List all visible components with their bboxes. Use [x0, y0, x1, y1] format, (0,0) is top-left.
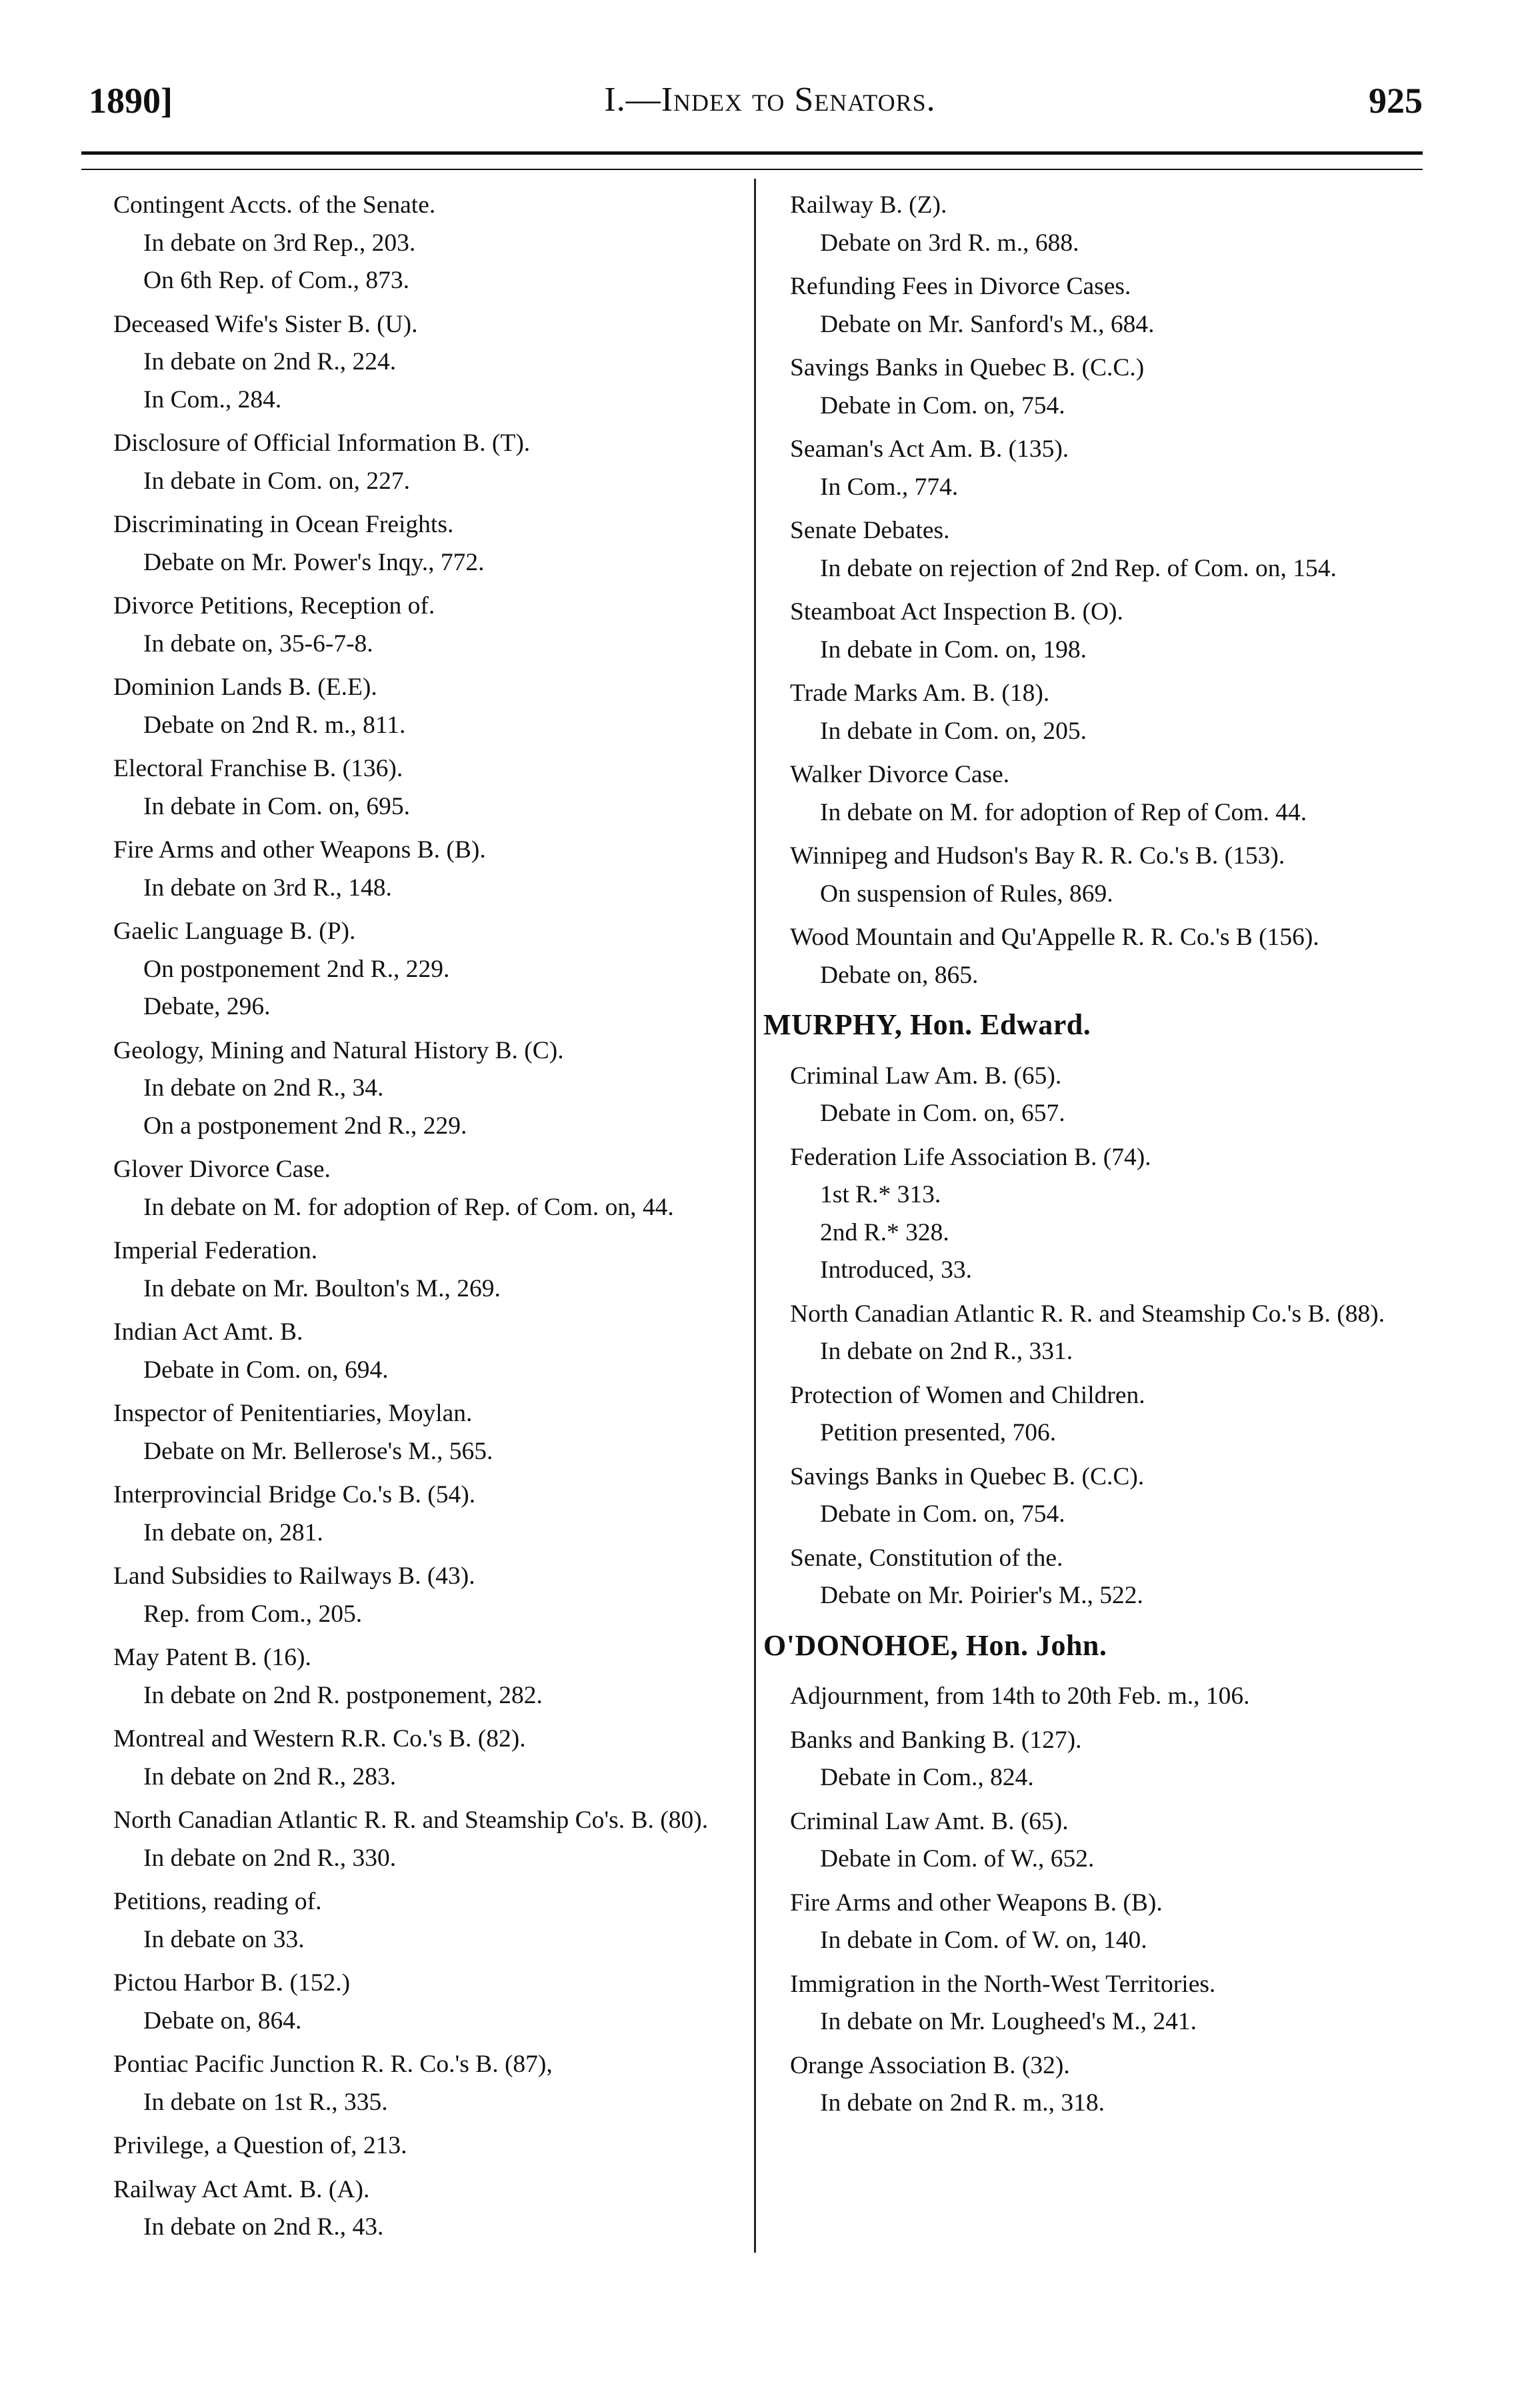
index-entry: [113, 1965, 747, 2040]
index-entry: [113, 587, 747, 663]
entry-heading: Steamboat Act Inspection B. (O).: [790, 598, 1123, 626]
entry-heading: Divorce Petitions, Reception of.: [113, 592, 435, 620]
entry-subentry: In debate on rejection of 2nd Rep. of Com. on, 154.: [820, 554, 1337, 582]
index-entry: [113, 2127, 747, 2165]
entry-heading: Fire Arms and other Weapons B. (B).: [113, 836, 486, 864]
entry-heading: Fire Arms and other Weapons B. (B).: [790, 1889, 1163, 1917]
entry-heading: Geology, Mining and Natural History B. (C).: [113, 1036, 564, 1064]
index-entry: [790, 1722, 1430, 1797]
index-entry: [790, 268, 1430, 343]
entry-subentry: Debate on, 865.: [820, 961, 979, 989]
index-entry: [790, 593, 1430, 669]
left-column: [113, 187, 747, 2253]
index-entry: [113, 1720, 747, 1796]
senator-heading-odonohoe: O'DONOHOE, Hon. John.: [763, 1628, 1107, 1662]
entry-heading: Savings Banks in Quebec B. (C.C.): [790, 354, 1145, 381]
index-entry: [113, 832, 747, 907]
entry-heading: Interprovincial Bridge Co.'s B. (54).: [113, 1481, 476, 1508]
entry-subentry: Debate on Mr. Power's Inqy., 772.: [143, 548, 485, 576]
entry-subentry: In Com., 774.: [820, 473, 959, 501]
header-rule-thick: [81, 151, 1423, 155]
entry-subentry: Introduced, 33.: [820, 1256, 973, 1284]
index-entry: [113, 187, 747, 300]
index-entry: [790, 1803, 1430, 1879]
entry-subentry: In debate on 2nd R. m., 318.: [820, 2089, 1105, 2117]
index-entry: [790, 431, 1430, 506]
entry-heading: Land Subsidies to Railways B. (43).: [113, 1562, 475, 1590]
entry-subentry: Debate in Com. on, 657.: [820, 1100, 1065, 1127]
index-entry: [113, 1476, 747, 1552]
entry-heading: Railway B. (Z).: [790, 191, 947, 219]
index-entry: [790, 675, 1430, 750]
entry-heading: Walker Divorce Case.: [790, 761, 1010, 788]
index-entry: [113, 669, 747, 744]
index-entry: [790, 838, 1430, 913]
index-entry: [790, 1296, 1430, 1371]
entry-heading: Indian Act Amt. B.: [113, 1318, 303, 1346]
entry-subentry: Debate on Mr. Bellerose's M., 565.: [143, 1437, 493, 1465]
index-entry: [113, 1639, 747, 1714]
odonohoe-entries: [790, 1678, 1430, 2123]
entry-subentry: In debate on 2nd R. postponement, 282.: [143, 1681, 543, 1709]
entry-subentry: Debate on 2nd R. m., 811.: [143, 711, 406, 739]
index-entry: [790, 349, 1430, 425]
entry-subentry: In debate on 2nd R., 330.: [143, 1844, 397, 1872]
index-entry: [790, 1139, 1430, 1290]
entry-subentry: On postponement 2nd R., 229.: [143, 955, 450, 983]
header-rule-thin: [81, 169, 1423, 170]
entry-subentry: Debate in Com. of W., 652.: [820, 1845, 1095, 1873]
index-entry: [790, 1540, 1430, 1615]
entry-heading: Criminal Law Amt. B. (65).: [790, 1807, 1069, 1835]
entry-subentry: Debate in Com. on, 754.: [820, 1500, 1065, 1528]
index-entry: [790, 1678, 1430, 1716]
entry-subentry: Debate in Com. on, 694.: [143, 1356, 389, 1384]
entry-heading: North Canadian Atlantic R. R. and Steamship Co's. B. (80).: [113, 1807, 709, 1834]
entry-subentry: In debate on 2nd R., 283.: [143, 1762, 397, 1791]
entry-heading: Banks and Banking B. (127).: [790, 1726, 1082, 1754]
index-entry: [790, 1966, 1430, 2041]
index-entry: [113, 750, 747, 826]
entry-subentry: In debate on, 281.: [143, 1518, 323, 1546]
entry-subentry: In debate on 1st R., 335.: [143, 2088, 388, 2116]
entry-heading: Protection of Women and Children.: [790, 1381, 1145, 1409]
entry-subentry: In debate on 2nd R., 43.: [143, 2213, 384, 2241]
index-entry: [790, 512, 1430, 587]
index-entry: [790, 1885, 1430, 1960]
entry-subentry: On suspension of Rules, 869.: [820, 880, 1113, 908]
entry-subentry: Debate in Com. on, 754.: [820, 391, 1065, 419]
page-number: 925: [1369, 81, 1423, 121]
index-entry: [113, 506, 747, 581]
entry-heading: Wood Mountain and Qu'Appelle R. R. Co.'s B (156).: [790, 924, 1319, 951]
index-entry: [113, 913, 747, 1026]
index-entry: [113, 1802, 747, 1877]
entry-heading: Immigration in the North-West Territories.: [790, 1970, 1216, 1998]
entry-heading: North Canadian Atlantic R. R. and Steamship Co.'s B. (88).: [790, 1300, 1385, 1328]
entry-heading: Contingent Accts. of the Senate.: [113, 191, 436, 219]
entry-subentry: Debate on 3rd R. m., 688.: [820, 229, 1079, 257]
entry-subentry: Debate, 296.: [143, 993, 271, 1020]
entry-heading: Petitions, reading of.: [113, 1888, 322, 1915]
entry-subentry: In debate in Com. on, 198.: [820, 636, 1087, 664]
entry-heading: Pictou Harbor B. (152.): [113, 1969, 351, 1997]
index-entry: [790, 1058, 1430, 1133]
entry-heading: Montreal and Western R.R. Co.'s B. (82).: [113, 1725, 526, 1752]
index-entry: [113, 1151, 747, 1226]
index-entry: [113, 425, 747, 500]
column-divider: [754, 179, 756, 2253]
entry-heading: Savings Banks in Quebec B. (C.C).: [790, 1462, 1145, 1490]
entry-subentry: In debate in Com. of W. on, 140.: [820, 1927, 1147, 1954]
entry-subentry: In debate on 2nd R., 224.: [143, 348, 397, 375]
index-entry: [113, 1232, 747, 1308]
entry-subentry: In debate on M. for adoption of Rep of Com. 44.: [820, 798, 1307, 826]
entry-subentry: On a postponement 2nd R., 229.: [143, 1112, 467, 1140]
index-entry: [113, 2046, 747, 2121]
index-entry: [790, 919, 1430, 994]
entry-heading: Pontiac Pacific Junction R. R. Co.'s B. (87),: [113, 2051, 553, 2078]
entry-heading: Inspector of Penitentiaries, Moylan.: [113, 1400, 473, 1427]
entry-subentry: In debate on 2nd R., 331.: [820, 1338, 1073, 1365]
index-entry: [113, 1883, 747, 1959]
right-column-entries: [790, 187, 1430, 994]
entry-subentry: Rep. from Com., 205.: [143, 1600, 363, 1628]
entry-heading: Glover Divorce Case.: [113, 1156, 331, 1183]
entry-subentry: In debate in Com. on, 205.: [820, 717, 1087, 745]
entry-subentry: In debate on 3rd R., 148.: [143, 874, 392, 902]
entry-subentry: In debate on Mr. Lougheed's M., 241.: [820, 2008, 1197, 2035]
entry-subentry: Debate on, 864.: [143, 2007, 302, 2035]
entry-heading: Criminal Law Am. B. (65).: [790, 1062, 1062, 1090]
year-label: 1890]: [89, 81, 173, 121]
entry-subentry: In debate on Mr. Boulton's M., 269.: [143, 1274, 501, 1302]
entry-heading: Discriminating in Ocean Freights.: [113, 511, 454, 538]
entry-subentry: 1st R.* 313.: [820, 1181, 941, 1208]
entry-heading: Disclosure of Official Information B. (T).: [113, 429, 531, 457]
index-entry: [113, 1032, 747, 1146]
entry-heading: Privilege, a Question of, 213.: [113, 2132, 407, 2159]
right-column: [763, 187, 1430, 2129]
entry-heading: Adjournment, from 14th to 20th Feb. m., 106.: [790, 1682, 1250, 1710]
entry-heading: Trade Marks Am. B. (18).: [790, 680, 1050, 707]
index-entry: [790, 187, 1430, 262]
entry-heading: May Patent B. (16).: [113, 1644, 311, 1671]
entry-heading: Senate, Constitution of the.: [790, 1544, 1063, 1572]
page-header: [0, 80, 1540, 133]
index-entry: [113, 1558, 747, 1633]
running-title: I.—Index to Senators.: [604, 81, 936, 119]
entry-heading: Senate Debates.: [790, 517, 950, 544]
entry-subentry: Petition presented, 706.: [820, 1419, 1057, 1446]
index-entry: [113, 1395, 747, 1470]
entry-subentry: In debate on 33.: [143, 1925, 305, 1953]
entry-subentry: In debate on, 35-6-7-8.: [143, 630, 373, 658]
entry-subentry: On 6th Rep. of Com., 873.: [143, 267, 409, 294]
index-entry: [113, 1314, 747, 1389]
entry-subentry: In debate on 2nd R., 34.: [143, 1074, 384, 1102]
index-entry: [790, 756, 1430, 832]
entry-heading: Imperial Federation.: [113, 1237, 318, 1264]
entry-subentry: In debate on M. for adoption of Rep. of Com. on, 44.: [143, 1193, 674, 1221]
entry-subentry: In debate on 3rd Rep., 203.: [143, 229, 416, 257]
index-entry: [790, 2047, 1430, 2123]
index-entry: [113, 2171, 747, 2247]
index-entry: [790, 1458, 1430, 1534]
entry-subentry: In debate in Com. on, 695.: [143, 792, 410, 820]
entry-subentry: In Com., 284.: [143, 385, 282, 413]
entry-subentry: In debate in Com. on, 227.: [143, 467, 410, 495]
entry-subentry: Debate on Mr. Poirier's M., 522.: [820, 1582, 1143, 1609]
entry-subentry: Debate in Com., 824.: [820, 1764, 1034, 1791]
entry-subentry: 2nd R.* 328.: [820, 1218, 949, 1246]
index-entry: [790, 1377, 1430, 1452]
murphy-entries: [790, 1058, 1430, 1615]
entry-heading: Refunding Fees in Divorce Cases.: [790, 273, 1131, 300]
entry-heading: Orange Association B. (32).: [790, 2051, 1070, 2079]
entry-heading: Seaman's Act Am. B. (135).: [790, 435, 1069, 463]
entry-heading: Railway Act Amt. B. (A).: [113, 2175, 370, 2203]
entry-heading: Dominion Lands B. (E.E).: [113, 674, 377, 701]
entry-subentry: Debate on Mr. Sanford's M., 684.: [820, 310, 1155, 338]
index-entry: [113, 306, 747, 419]
entry-heading: Electoral Franchise B. (136).: [113, 755, 403, 782]
entry-heading: Federation Life Association B. (74).: [790, 1143, 1151, 1171]
senator-heading-murphy: MURPHY, Hon. Edward.: [763, 1008, 1091, 1041]
entry-heading: Deceased Wife's Sister B. (U).: [113, 310, 418, 338]
entry-heading: Winnipeg and Hudson's Bay R. R. Co.'s B. (153).: [790, 842, 1285, 870]
entry-heading: Gaelic Language B. (P).: [113, 918, 356, 945]
